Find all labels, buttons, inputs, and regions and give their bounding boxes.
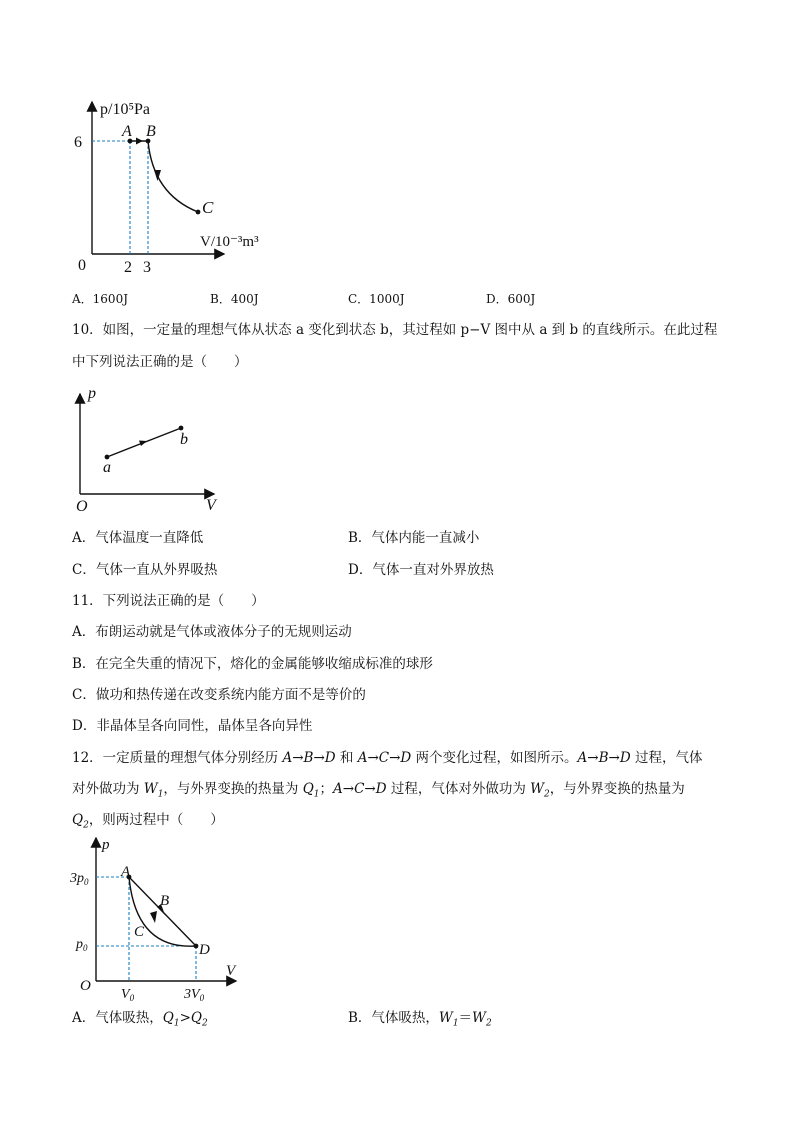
point-a-label: A xyxy=(122,123,132,140)
point-a-label: A xyxy=(121,864,131,880)
point-b-label: B xyxy=(160,893,170,909)
arrow-ac xyxy=(150,911,157,923)
q12-text: ，则两过程中（ ） xyxy=(88,812,224,828)
q10-option-d[interactable]: D．气体一直对外界放热 xyxy=(348,562,494,578)
q12-text: 过程，气体 xyxy=(630,750,703,766)
origin-label: O xyxy=(76,498,88,515)
q12-text: 对外做功为 xyxy=(72,781,144,797)
y-tick-3p0 xyxy=(69,871,89,887)
q12-sub: 1 xyxy=(452,1018,459,1029)
q12-w: W xyxy=(472,1010,486,1026)
q12-sub: 2 xyxy=(83,820,89,831)
tick-sub: 0 xyxy=(199,993,205,1003)
y-tick-6: 6 xyxy=(74,134,82,151)
tick-sub: 0 xyxy=(83,943,88,953)
q11-option-c[interactable]: C．做功和热传递在改变系统内能方面不是等价的 xyxy=(72,687,366,703)
x-tick-v0 xyxy=(121,987,135,1003)
point-c-label: C xyxy=(134,924,145,940)
point-d-label: D xyxy=(199,942,210,958)
q12-path-acd: A→C→D xyxy=(333,781,387,797)
q11-option-a[interactable]: A．布朗运动就是气体或液体分子的无规则运动 xyxy=(72,624,352,640)
tick-main: V xyxy=(121,987,130,1002)
q12-sub: 1 xyxy=(157,789,164,800)
q10-stem-line1: 10．如图，一定量的理想气体从状态 a 变化到状态 b，其过程如 p−V 图中从 a 到 b 的直线所示。在此过程 xyxy=(72,322,718,338)
q12-opt-text: A．气体吸热， xyxy=(72,1010,163,1026)
tick-sub: 0 xyxy=(129,993,135,1003)
y-axis-label: p xyxy=(88,385,96,402)
q12-opt-text: B．气体吸热， xyxy=(348,1010,439,1026)
point-b-label: b xyxy=(180,431,188,448)
q12-text: ； xyxy=(319,781,334,797)
q11-option-b[interactable]: B．在完全失重的情况下，熔化的金属能够收缩成标准的球形 xyxy=(72,656,433,672)
tick-main: p xyxy=(76,937,83,952)
q9-option-c[interactable]: C．1000J xyxy=(348,292,405,306)
q12-rel: > xyxy=(179,1010,191,1026)
q12-text: 和 xyxy=(335,750,358,766)
q11-option-d[interactable]: D．非晶体呈各向同性，晶体呈各向异性 xyxy=(72,718,313,734)
q12-w: W xyxy=(438,1010,453,1026)
y-tick-p0 xyxy=(75,937,88,953)
q10-option-b[interactable]: B．气体内能一直减小 xyxy=(348,530,480,546)
q10-option-a[interactable]: A．气体温度一直降低 xyxy=(72,530,204,546)
x-tick-3: 3 xyxy=(143,259,151,276)
q12-sub: 1 xyxy=(173,1018,180,1029)
point-a-label: a xyxy=(103,459,111,476)
q11-stem: 11．下列说法正确的是（ ） xyxy=(72,593,265,609)
tick-main: 3p xyxy=(70,871,84,886)
x-axis-label: V/10⁻³m³ xyxy=(200,234,259,250)
q12-q: Q xyxy=(162,1010,174,1026)
q12-text: ，与外界变换的热量为 xyxy=(549,781,685,797)
q12-q: Q xyxy=(190,1010,202,1026)
tick-sub: 0 xyxy=(84,877,89,887)
y-axis-label: p xyxy=(102,837,110,853)
q12-w: W xyxy=(143,781,158,797)
tick-main: 3V xyxy=(184,987,200,1002)
q12-option-b[interactable] xyxy=(348,1008,492,1034)
q12-q: Q xyxy=(72,812,84,828)
q12-option-a[interactable] xyxy=(72,1008,208,1034)
x-tick-2: 2 xyxy=(124,259,132,276)
q12-text: 过程，气体对外做功为 xyxy=(386,781,531,797)
q12-sub: 2 xyxy=(485,1018,492,1029)
q12-q: Q xyxy=(302,781,314,797)
x-tick-3v0 xyxy=(183,987,205,1003)
q9-option-a[interactable]: A．1600J xyxy=(72,292,129,306)
q12-text: 两个变化过程，如图所示。 xyxy=(411,750,578,766)
q10-stem-line2: 中下列说法正确的是（ ） xyxy=(72,354,248,370)
q12-path-abd: A→B→D xyxy=(282,750,336,766)
point-c-label: C xyxy=(202,198,214,217)
origin-label: 0 xyxy=(78,257,86,274)
q9-option-b[interactable]: B．400J xyxy=(210,292,259,306)
q12-path-abd: A→B→D xyxy=(577,750,631,766)
point-b-label: B xyxy=(146,123,156,140)
origin-label: O xyxy=(80,978,91,994)
point-d xyxy=(194,944,199,949)
x-axis-label: V xyxy=(226,963,236,979)
x-axis-label: V xyxy=(206,497,216,514)
q12-text: 12．一定质量的理想气体分别经历 xyxy=(72,750,283,766)
q12-sub: 1 xyxy=(313,789,320,800)
q12-rel: ＝ xyxy=(458,1010,473,1026)
q10-option-c[interactable]: C．气体一直从外界吸热 xyxy=(72,562,218,578)
y-axis-label: p/10⁵Pa xyxy=(100,101,151,118)
q12-sub: 2 xyxy=(201,1018,208,1029)
q9-option-d[interactable]: D．600J xyxy=(486,292,536,306)
q12-sub: 2 xyxy=(544,789,550,800)
q12-w: W xyxy=(530,781,545,797)
q12-text: ，与外界变换的热量为 xyxy=(163,781,303,797)
q12-path-acd: A→C→D xyxy=(357,750,412,766)
